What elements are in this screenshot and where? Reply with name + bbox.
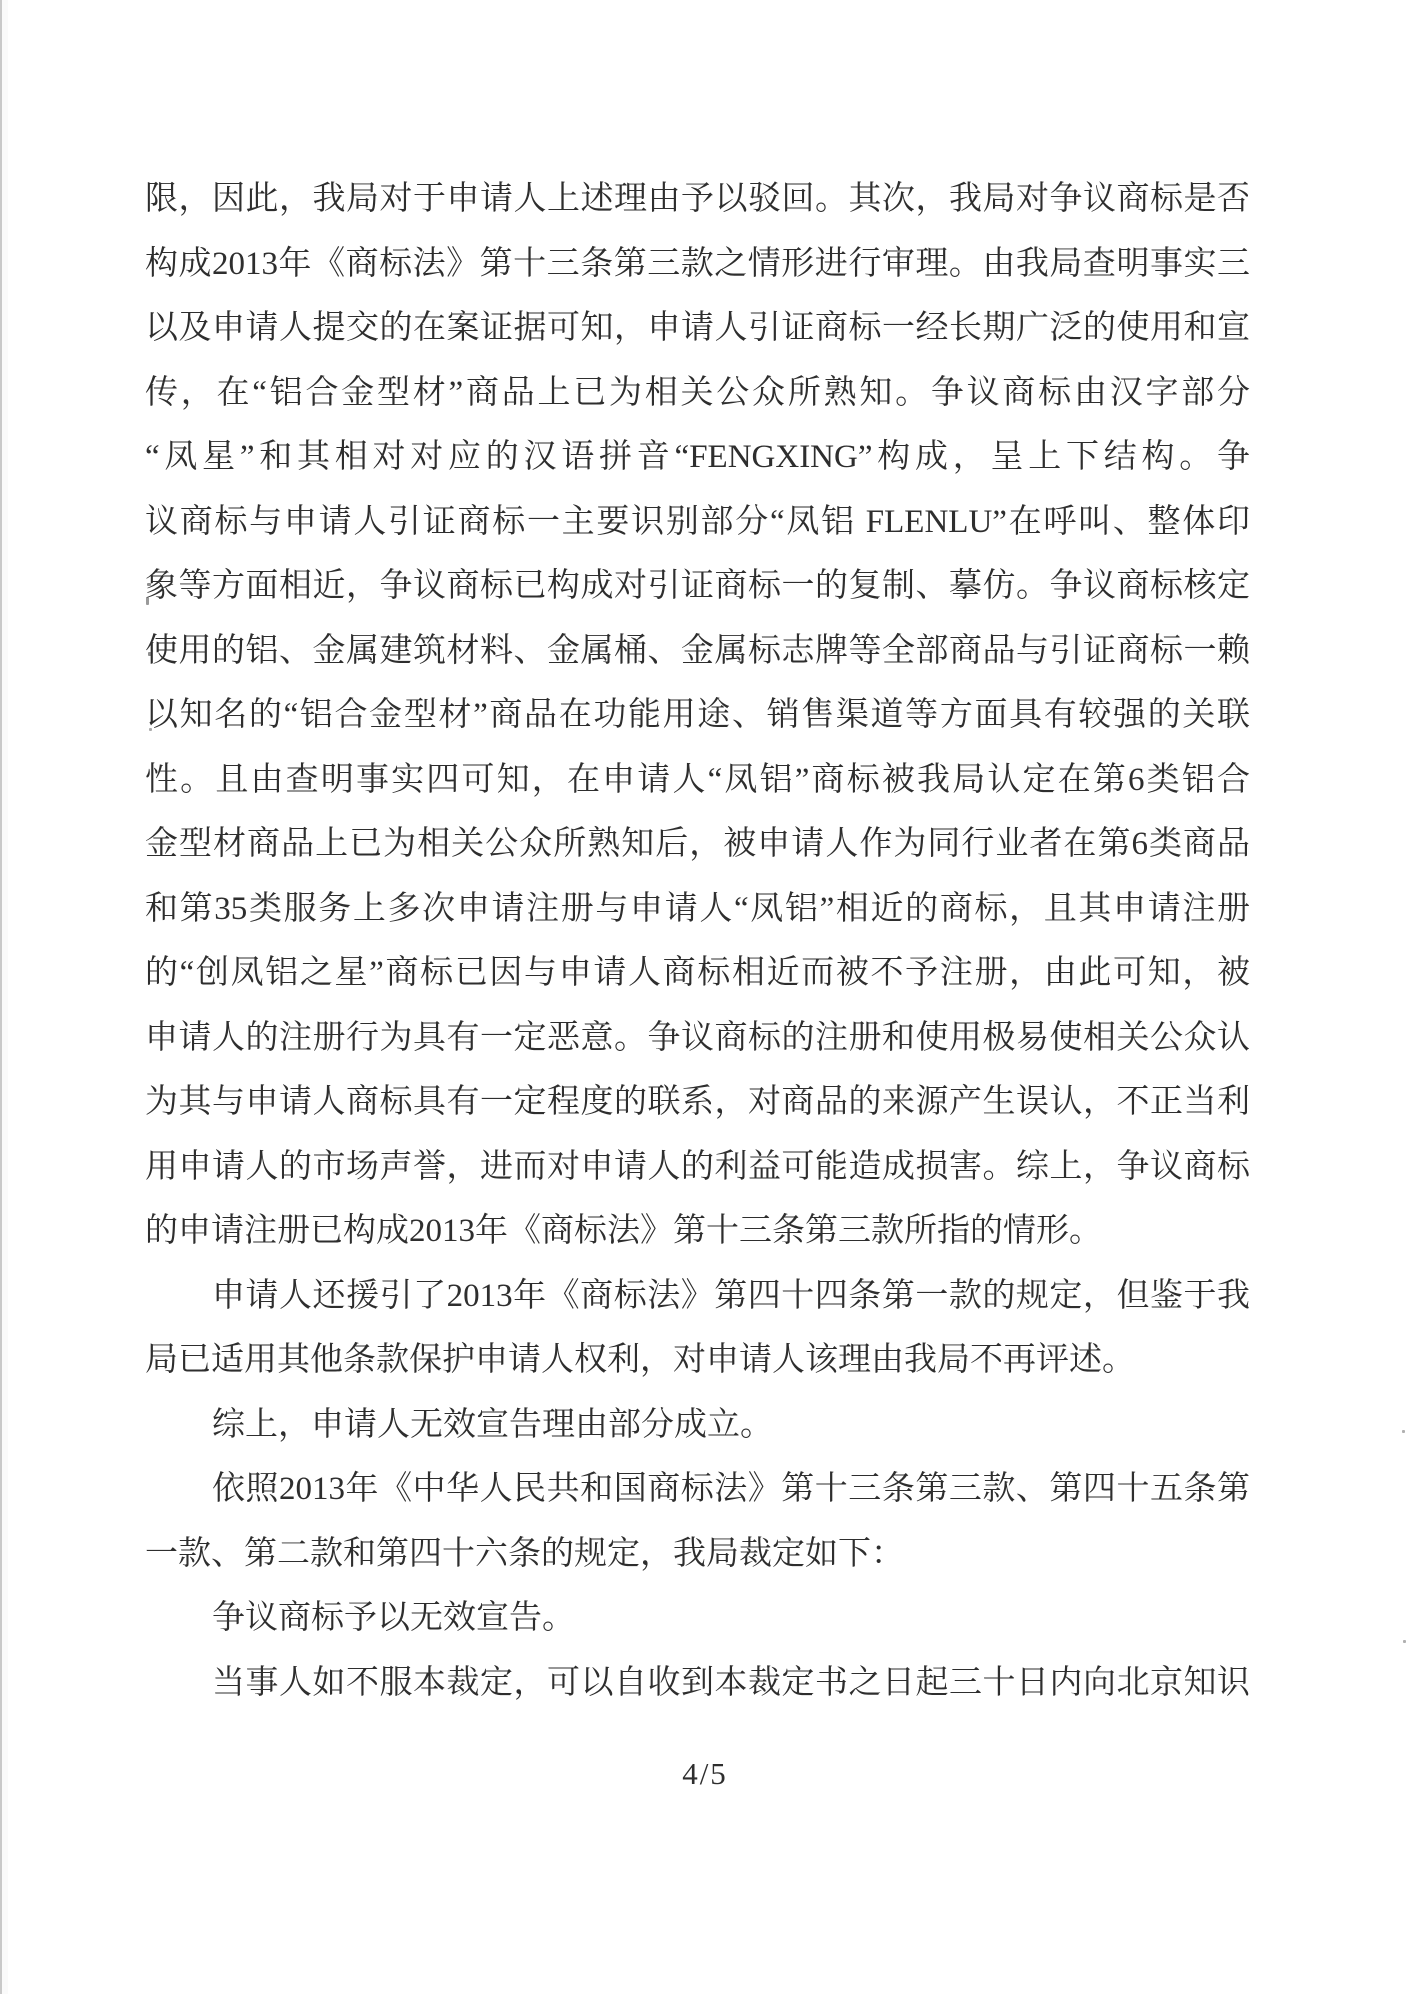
text-line: 议商标与申请人引证商标一主要识别部分“凤铝 FLENLU”在呼叫、整体印 bbox=[145, 503, 1250, 540]
text-line: 为其与申请人商标具有一定程度的联系，对商品的来源产生误认，不正当利 bbox=[145, 1084, 1250, 1120]
text-line: 申请人还援引了2013年《商标法》第四十四条第一款的规定，但鉴于我 bbox=[212, 1277, 1250, 1314]
text-line: 象等方面相近，争议商标已构成对引证商标一的复制、摹仿。争议商标核定 bbox=[145, 568, 1250, 604]
scan-speckle bbox=[1403, 1640, 1406, 1643]
text-line: 的“创凤铝之星”商标已因与申请人商标相近而被不予注册，由此可知，被 bbox=[145, 955, 1250, 991]
text-line: 当事人如不服本裁定，可以自收到本裁定书之日起三十日内向北京知识 bbox=[212, 1664, 1250, 1701]
text-line: 以及申请人提交的在案证据可知，申请人引证商标一经长期广泛的使用和宣 bbox=[145, 310, 1250, 346]
text-line: 用申请人的市场声誉，进而对申请人的利益可能造成损害。综上，争议商标 bbox=[145, 1148, 1250, 1185]
scan-edge-shadow bbox=[2, 0, 8, 1994]
scan-speckle bbox=[1402, 1430, 1405, 1433]
text-line: 以知名的“铝合金型材”商品在功能用途、销售渠道等方面具有较强的关联 bbox=[145, 697, 1250, 733]
page-number: 4/5 bbox=[682, 1756, 728, 1791]
text-line: 构成2013年《商标法》第十三条第三款之情形进行审理。由我局查明事实三 bbox=[145, 245, 1250, 282]
text-line: 传，在“铝合金型材”商品上已为相关公众所熟知。争议商标由汉字部分 bbox=[145, 374, 1250, 411]
text-line: “凤星”和其相对对应的汉语拼音“FENGXING”构成，呈上下结构。争 bbox=[145, 439, 1250, 475]
text-line: 性。且由查明事实四可知，在申请人“凤铝”商标被我局认定在第6类铝合 bbox=[145, 761, 1250, 798]
text-line: 综上，申请人无效宣告理由部分成立。 bbox=[212, 1406, 773, 1443]
text-line: 争议商标予以无效宣告。 bbox=[212, 1600, 575, 1636]
text-line: 局已适用其他条款保护申请人权利，对申请人该理由我局不再评述。 bbox=[145, 1342, 1135, 1378]
text-line: 金型材商品上已为相关公众所熟知后，被申请人作为同行业者在第6类商品 bbox=[145, 826, 1250, 862]
text-line: 申请人的注册行为具有一定恶意。争议商标的注册和使用极易使相关公众认 bbox=[145, 1019, 1250, 1056]
text-line: 使用的铝、金属建筑材料、金属桶、金属标志牌等全部商品与引证商标一赖 bbox=[145, 632, 1250, 669]
text-line: 依照2013年《中华人民共和国商标法》第十三条第三款、第四十五条第 bbox=[212, 1471, 1250, 1507]
text-line: 限，因此，我局对于申请人上述理由予以驳回。其次，我局对争议商标是否 bbox=[145, 181, 1250, 217]
text-line: 的申请注册已构成2013年《商标法》第十三条第三款所指的情形。 bbox=[145, 1213, 1102, 1249]
text-line: 和第35类服务上多次申请注册与申请人“凤铝”相近的商标，且其申请注册 bbox=[145, 890, 1250, 927]
document-body bbox=[145, 167, 1250, 1715]
text-line: 一款、第二款和第四十六条的规定，我局裁定如下： bbox=[145, 1535, 904, 1572]
